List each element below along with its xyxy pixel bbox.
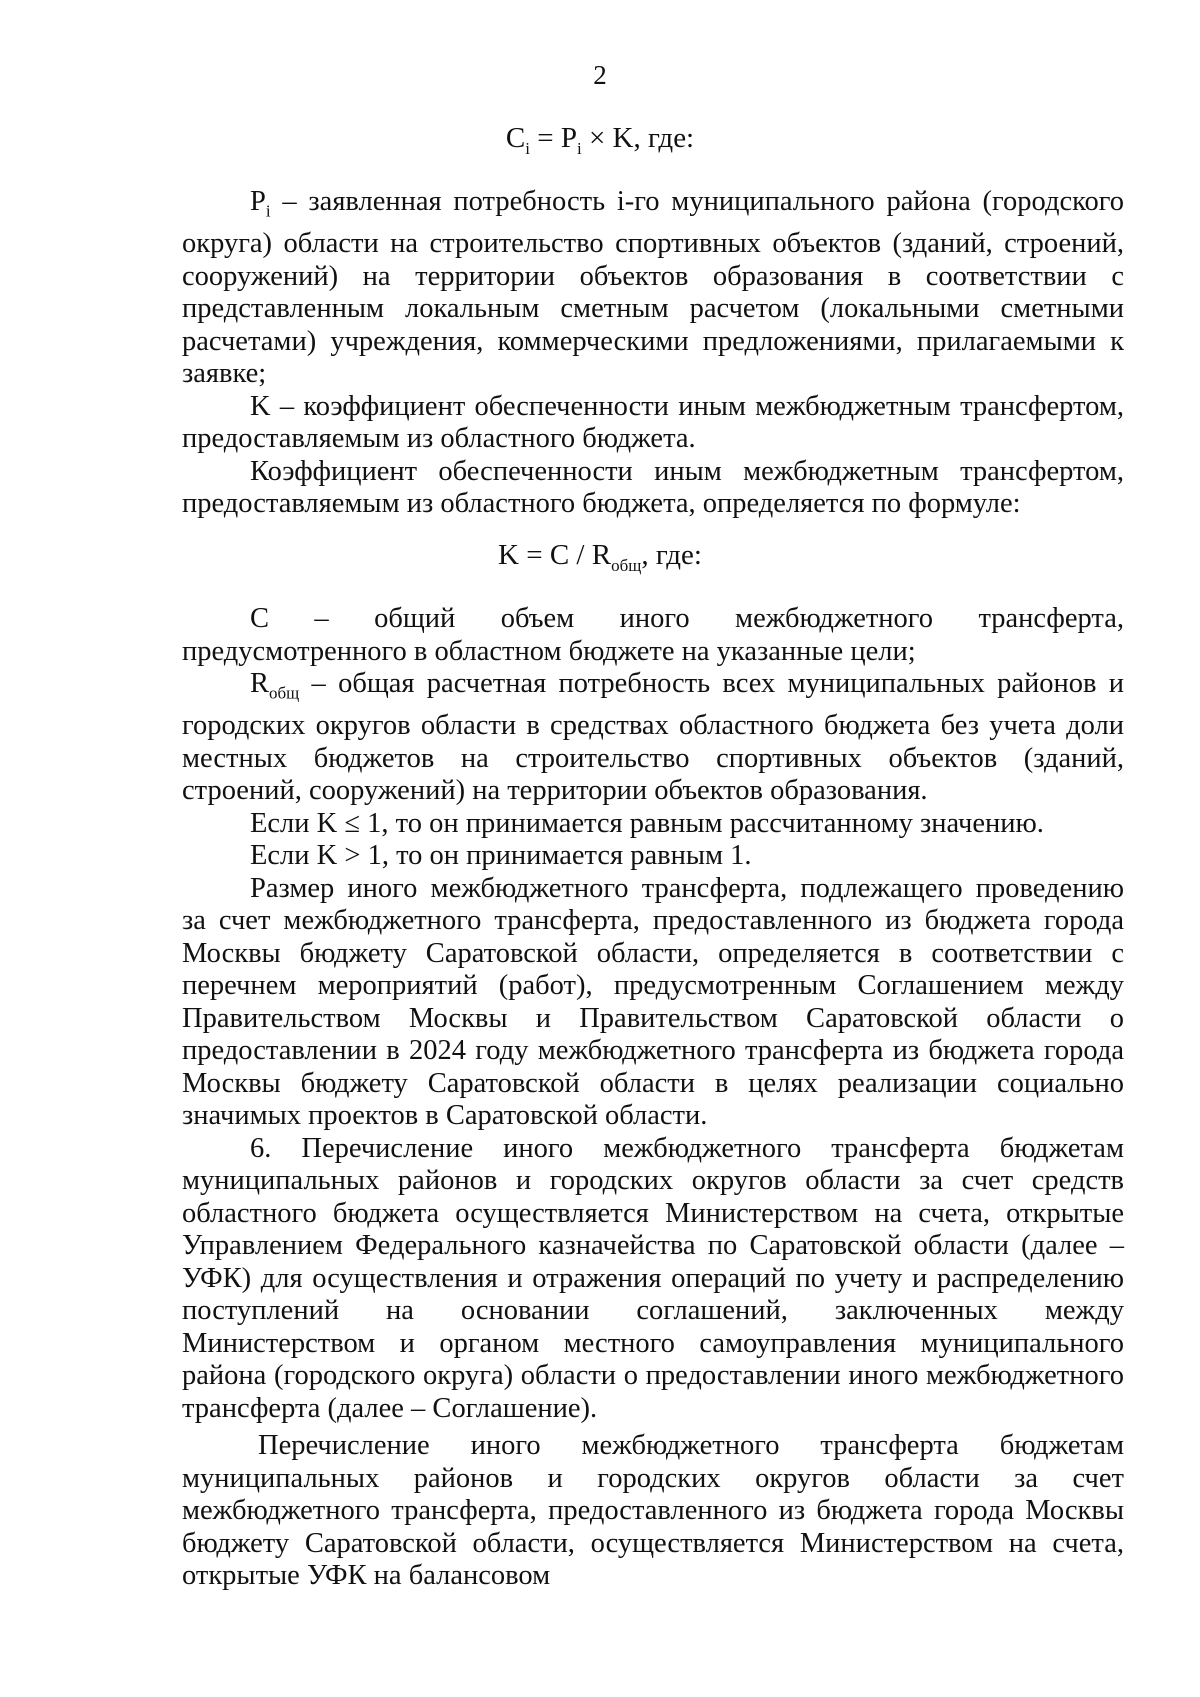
formula-equals: =	[529, 122, 561, 154]
pi-definition-text: – заявленная потребность i-го муниципального района (городского округа) области на строительство спортивных объектов (зданий, строений, сооружений) на территории объектов образования в соответствии с представленным локальным сметным расчетом (локальными сметными расчетами) учреждения, коммерческими предложениями, прилагаемыми к заявке;	[182, 186, 1124, 390]
formula-k-equals-c-over-r	[0, 539, 1200, 576]
paragraph-transfer-moscow: Перечисление иного межбюджетного трансферта бюджетам муниципальных районов и городских округов области за счет межбюджетного трансферта, предоставленного из бюджета города Москвы бюджету Саратовской области, осуществляется Министерством на счета, открытые УФК на балансовом	[182, 1430, 1124, 1591]
paragraph-k-le-1: Если K ≤ 1, то он принимается равным рассчитанному значению.	[250, 807, 1044, 839]
r-subscript: общ	[269, 683, 300, 703]
paragraph-c-definition: C – общий объем иного межбюджетного трансферта, предусмотренного в областном бюджете на указанные цели;	[182, 603, 1124, 667]
formula-r-subscript: общ	[611, 555, 642, 575]
paragraph-pi-definition	[182, 186, 1124, 391]
paragraph-r-definition	[182, 668, 1124, 808]
page-number: 2	[593, 60, 607, 90]
text-block-1	[182, 186, 1124, 521]
text-block-2	[182, 603, 1124, 1425]
formula-c: C	[505, 122, 526, 154]
formula-c-equals-p-times-k	[0, 122, 1200, 159]
text-block-3	[182, 1430, 1124, 1593]
r-definition-text: – общая расчетная потребность всех муниципальных районов и городских округов области в средствах областного бюджета без учета доли местных бюджетов на строительство спортивных объектов (зданий, строений, сооружений) на территории объектов образования.	[182, 668, 1124, 807]
paragraph-section-6: 6. Перечисление иного межбюджетного трансферта бюджетам муниципальных районов и городских округов области за счет средств областного бюджета осуществляется Министерством на счета, открытые Управлением Федерального казначейства по Саратовской области (далее – УФК) для осуществления и отражения операций по учету и распределению поступлений на основании соглашений, заключенных между Министерством и органом местного самоуправления муниципального района (городского округа) области о предоставлении иного межбюджетного трансферта (далее – Соглашение).	[182, 1132, 1124, 1424]
paragraph-k-definition: K – коэффициент обеспеченности иным межбюджетным трансфертом, предоставляемым из областного бюджета.	[182, 390, 1124, 455]
pi-symbol: P	[250, 186, 266, 217]
formula-p-subscript: i	[576, 138, 582, 158]
r-symbol: R	[250, 668, 270, 699]
formula-k-rest: , где:	[641, 539, 702, 571]
paragraph-transfer-size: Размер иного межбюджетного трансферта, подлежащего проведению за счет межбюджетного трансферта, предоставленного из бюджета города Москвы бюджету Саратовской области, определяется в соответствии с перечнем мероприятий (работ), предусмотренным Соглашением между Правительством Москвы и Правительством Саратовской области о предоставлении в 2024 году межбюджетного трансферта из бюджета города Москвы бюджету Саратовской области в целях реализации социально значимых проектов в Саратовской области.	[182, 872, 1124, 1132]
formula-p: P	[560, 122, 577, 154]
formula-k-lhs: K = C / R	[498, 539, 612, 571]
formula-c-subscript: i	[525, 138, 530, 158]
paragraph-k-formula-intro: Коэффициент обеспеченности иным межбюджетным трансфертом, предоставляемым из областного бюджета, определяется по формуле:	[182, 455, 1124, 520]
formula-rest: × K, где:	[581, 122, 695, 154]
paragraph-k-gt-1: Если K > 1, то он принимается равным 1.	[250, 840, 752, 872]
pi-subscript: i	[265, 201, 271, 221]
